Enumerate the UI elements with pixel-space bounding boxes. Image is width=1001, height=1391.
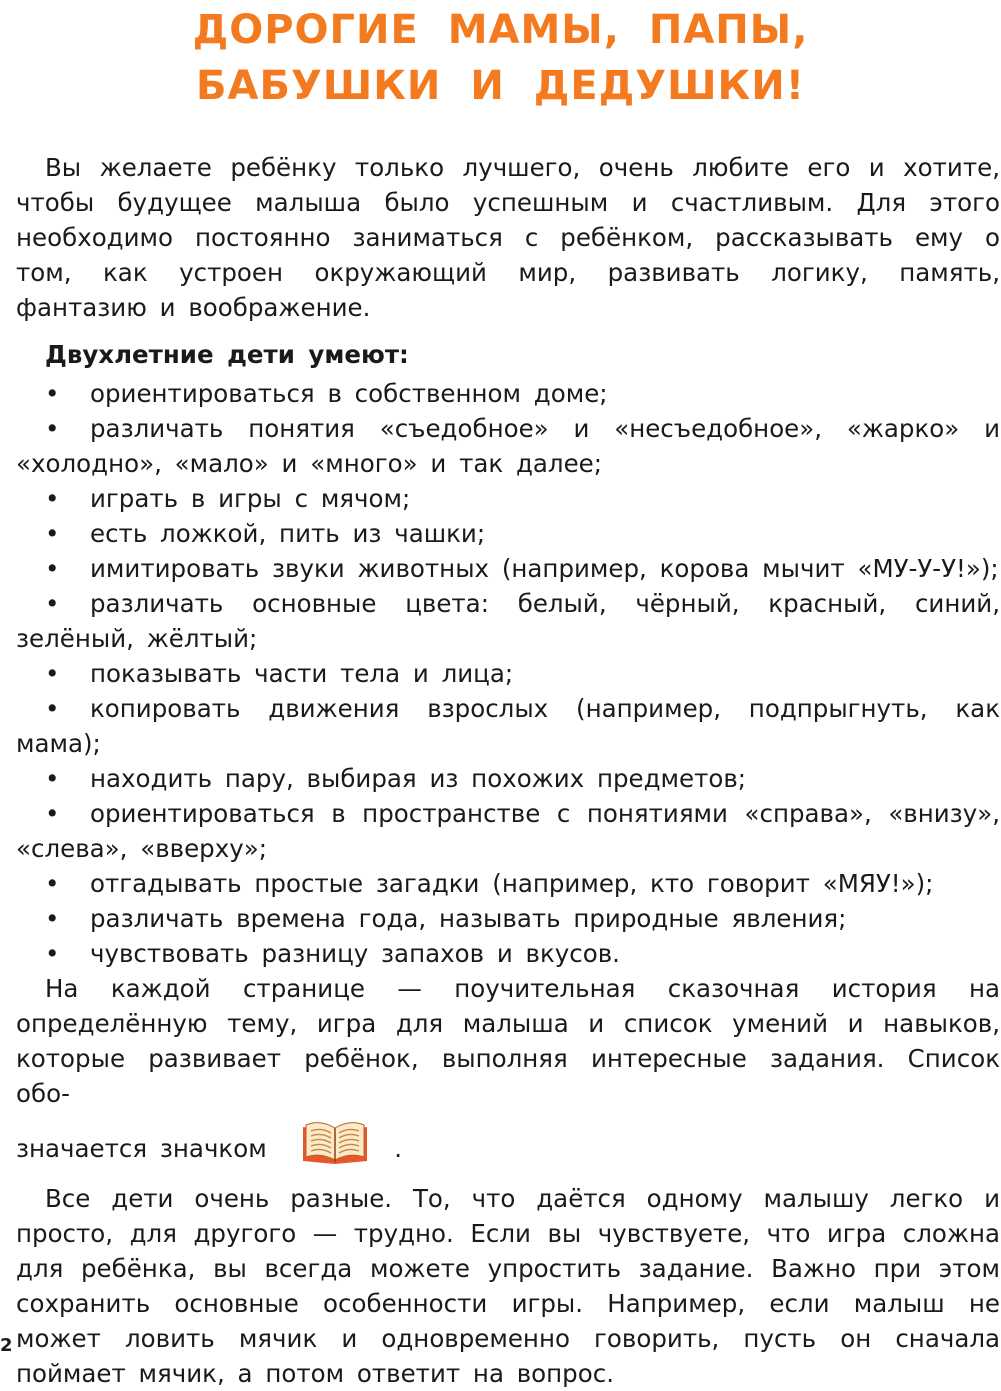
bullet: • [45,799,60,828]
title-line-2: БАБУШКИ И ДЕДУШКИ! [196,63,805,109]
title-line-1: ДОРОГИЕ МАМЫ, ПАПЫ, [192,7,809,53]
page-number: 2 [0,1335,13,1356]
bullet: • [45,519,60,548]
each-page-end: . [394,1134,403,1163]
list-item: • показывать части тела и лица; [16,656,1000,691]
book-icon [300,1115,370,1185]
bullet: • [45,484,60,513]
list-item: • ориентироваться в пространстве с понятиями «справа», «внизу», «слева», «вверху»; [16,796,1000,866]
bullet: • [45,554,60,583]
each-page-tail: значается значком [16,1134,267,1163]
list-item: • играть в игры с мячом; [16,481,1000,516]
article-body [16,150,1000,1391]
bullet: • [45,904,60,933]
intro-paragraph: Вы желаете ребёнку только лучшего, очень любите его и хотите, чтобы будущее малыша было успешным и счастливым. Для этого необходимо постоянно заниматься с ребёнком, рассказывать ему о том, как устроен окружающий мир, развивать логику, память, фантазию и воображение. [16,153,1000,322]
bullet: • [45,379,60,408]
book-icon-line [16,1115,1000,1171]
list-item: • есть ложкой, пить из чашки; [16,516,1000,551]
bullet: • [45,939,60,968]
bullet: • [45,764,60,793]
bullet: • [45,414,60,443]
list-item: • имитировать звуки животных (например, корова мычит «МУ-У-У!»); [16,551,1000,586]
bullet: • [45,694,60,723]
list-item: • копировать движения взрослых (например, подпрыгнуть, как мама); [16,691,1000,761]
page-title [0,2,1001,114]
bullet: • [45,589,60,618]
list-item: • различать времена года, называть природные явления; [16,901,1000,936]
list-item: • различать основные цвета: белый, чёрный, красный, синий, зелёный, жёлтый; [16,586,1000,656]
bullet: • [45,869,60,898]
closing-paragraph: Все дети очень разные. То, что даётся одному малышу легко и просто, для другого — трудно. Если вы чувствуете, что игра сложна для ребёнка, вы всегда можете упростить задание. Важно при этом сохранить основные особенности игры. Например, если малыш не может ловить мячик и одновременно говорить, пусть он сначала поймает мячик, а потом ответит на вопрос. [16,1184,1000,1388]
skills-heading: Двухлетние дети умеют: [45,340,409,369]
list-item: • находить пару, выбирая из похожих предметов; [16,761,1000,796]
list-item: • чувствовать разницу запахов и вкусов. [16,936,1000,971]
each-page-paragraph: На каждой странице — поучительная сказочная история на определённую тему, игра для малыша и список умений и навыков, которые развивает ребёнок, выполняя интересные задания. Список обо- [16,974,1000,1108]
skills-list [16,376,1000,971]
bullet: • [45,659,60,688]
list-item: • различать понятия «съедобное» и «несъедобное», «жарко» и «холодно», «мало» и «много» и так далее; [16,411,1000,481]
list-item: • отгадывать простые загадки (например, кто говорит «МЯУ!»); [16,866,1000,901]
list-item: • ориентироваться в собственном доме; [16,376,1000,411]
